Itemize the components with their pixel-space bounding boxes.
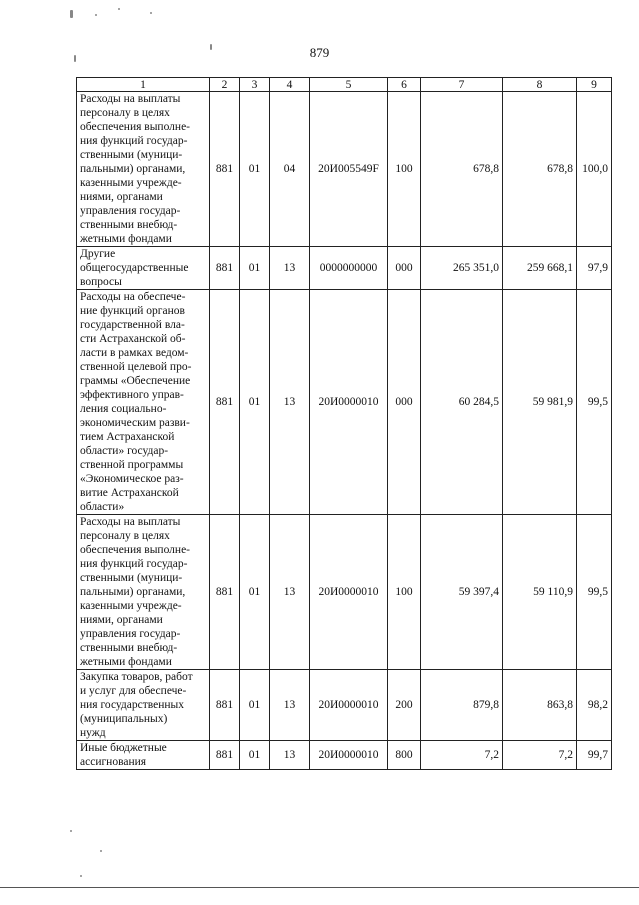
subsection-cell: 13 [270,290,310,515]
expense-type-cell: 200 [388,670,421,741]
header-cell: 9 [577,78,612,92]
section-cell: 01 [240,247,270,290]
page-bottom-rule [0,887,639,888]
scan-speck [80,875,82,877]
percent-cell: 98,2 [577,670,612,741]
subsection-cell: 13 [270,741,310,770]
header-cell: 6 [388,78,421,92]
row-description [77,92,210,247]
description-line: казенными учрежде- [80,600,182,612]
header-cell: 5 [310,78,388,92]
description-line: казенными учрежде- [80,177,182,189]
expense-type-cell: 100 [388,92,421,247]
description-line: пальными) органами, [80,586,186,598]
description-line: государственной вла- [80,319,185,331]
header-cell: 1 [77,78,210,92]
section-cell: 01 [240,741,270,770]
description-line: ственными внебюд- [80,642,178,654]
planned-amount-cell: 265 351,0 [421,247,503,290]
section-cell: 01 [240,290,270,515]
description-line: обеспечения выполне- [80,121,191,133]
planned-amount-cell: 879,8 [421,670,503,741]
percent-cell: 100,0 [577,92,612,247]
planned-amount-cell: 7,2 [421,741,503,770]
description-line: Иные бюджетные [80,742,167,754]
description-line: Расходы на обеспече- [80,291,186,303]
code-cell: 881 [210,515,240,670]
description-line: вопросы [80,276,122,288]
description-line: граммы «Обеспечение [80,375,191,387]
description-line: ласти в рамках ведом- [80,347,189,359]
target-article-cell: 20И0000010 [310,670,388,741]
subsection-cell: 04 [270,92,310,247]
percent-cell: 97,9 [577,247,612,290]
subsection-cell: 13 [270,515,310,670]
page-number: 879 [309,45,330,60]
description-line: тием Астраханской [80,431,175,443]
executed-amount-cell: 678,8 [503,92,577,247]
scan-speck [95,14,97,16]
expense-type-cell: 100 [388,515,421,670]
target-article-cell: 20И005549F [310,92,388,247]
header-row [77,78,612,92]
description-line: ния функций государ- [80,135,188,147]
scan-speck [74,55,76,62]
header-cell: 8 [503,78,577,92]
description-line: ственными внебюд- [80,219,178,231]
planned-amount-cell: 59 397,4 [421,515,503,670]
description-line: ственной программы [80,459,184,471]
scan-speck [118,8,120,10]
description-line: ассигнования [80,756,147,768]
header-cell: 3 [240,78,270,92]
budget-table [76,77,612,770]
row-description [77,741,210,770]
code-cell: 881 [210,290,240,515]
description-line: (муниципальных) [80,713,168,725]
description-line: персоналу в целях [80,530,170,542]
row-description [77,290,210,515]
description-line: области» [80,501,125,513]
description-line: нужд [80,727,106,739]
description-line: жетными фондами [80,233,172,245]
description-line: экономическим разви- [80,417,190,429]
executed-amount-cell: 863,8 [503,670,577,741]
scan-speck [70,10,73,18]
description-line: и услуг для обеспече- [80,685,187,697]
table-row [77,247,612,290]
executed-amount-cell: 7,2 [503,741,577,770]
subsection-cell: 13 [270,670,310,741]
table-row [77,92,612,247]
expense-type-cell: 000 [388,247,421,290]
header-cell: 2 [210,78,240,92]
description-line: Закупка товаров, работ [80,671,193,683]
description-line: ния функций государ- [80,558,188,570]
description-line: пальными) органами, [80,163,186,175]
row-description [77,515,210,670]
description-line: ления социально- [80,403,167,415]
executed-amount-cell: 59 110,9 [503,515,577,670]
description-line: ственными (муници- [80,149,183,161]
executed-amount-cell: 259 668,1 [503,247,577,290]
header-cell: 7 [421,78,503,92]
description-line: управления государ- [80,628,181,640]
description-line: ниями, органами [80,614,163,626]
code-cell: 881 [210,741,240,770]
header-cell: 4 [270,78,310,92]
description-line: сти Астраханской об- [80,333,186,345]
description-line: общегосударственные [80,262,189,274]
section-cell: 01 [240,515,270,670]
percent-cell: 99,7 [577,741,612,770]
table-row [77,515,612,670]
description-line: жетными фондами [80,656,172,668]
scan-speck [210,44,212,50]
description-line: области» государ- [80,445,169,457]
description-line: ниями, органами [80,191,163,203]
description-line: персоналу в целях [80,107,170,119]
scan-speck [70,830,72,832]
expense-type-cell: 000 [388,290,421,515]
section-cell: 01 [240,92,270,247]
table-row [77,741,612,770]
target-article-cell: 20И0000010 [310,290,388,515]
description-line: Расходы на выплаты [80,516,181,528]
scan-speck [150,12,152,14]
description-line: ние функций органов [80,305,185,317]
description-line: «Экономическое раз- [80,473,184,485]
code-cell: 881 [210,92,240,247]
description-line: витие Астраханской [80,487,179,499]
table-row [77,670,612,741]
target-article-cell: 0000000000 [310,247,388,290]
description-line: Расходы на выплаты [80,93,181,105]
description-line: обеспечения выполне- [80,544,191,556]
code-cell: 881 [210,247,240,290]
description-line: ния государственных [80,699,185,711]
description-line: ственной целевой про- [80,361,192,373]
target-article-cell: 20И0000010 [310,515,388,670]
percent-cell: 99,5 [577,290,612,515]
description-line: ственными (муници- [80,572,183,584]
expense-type-cell: 800 [388,741,421,770]
row-description [77,670,210,741]
target-article-cell: 20И0000010 [310,741,388,770]
percent-cell: 99,5 [577,515,612,670]
planned-amount-cell: 60 284,5 [421,290,503,515]
description-line: Другие [80,248,116,260]
subsection-cell: 13 [270,247,310,290]
executed-amount-cell: 59 981,9 [503,290,577,515]
scan-speck [100,850,102,852]
planned-amount-cell: 678,8 [421,92,503,247]
description-line: управления государ- [80,205,181,217]
code-cell: 881 [210,670,240,741]
section-cell: 01 [240,670,270,741]
description-line: эффективного управ- [80,389,184,401]
row-description [77,247,210,290]
table-row [77,290,612,515]
